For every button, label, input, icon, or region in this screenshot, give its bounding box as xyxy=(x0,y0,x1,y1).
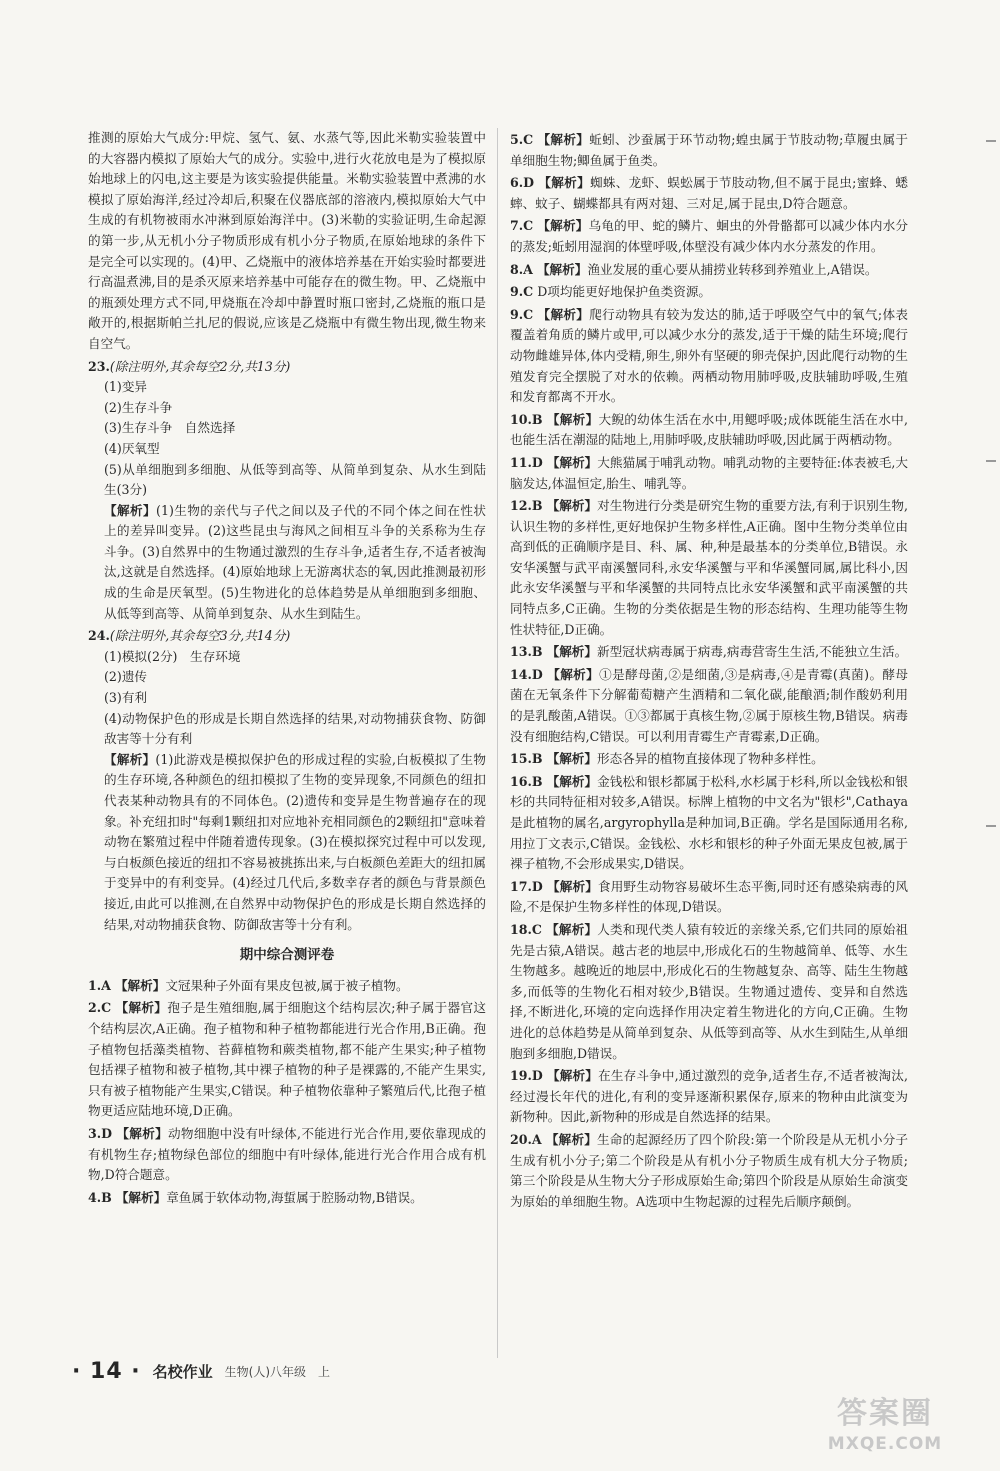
item-number: 19. xyxy=(510,1068,532,1084)
analysis-tag: 【解析】 xyxy=(115,1000,168,1016)
analysis-tag: 【解析】 xyxy=(537,218,589,234)
answer-item xyxy=(510,877,908,918)
item-answer: A xyxy=(531,1131,542,1147)
answer-item xyxy=(88,1188,486,1209)
item-number: 17. xyxy=(510,878,532,894)
answer-line: (4)动物保护色的形成是长期自然选择的结果,对动物捕获食物、防御敌害等十分有利 xyxy=(104,710,486,747)
item-answer: A xyxy=(523,261,533,277)
answer-line: (1)模拟(2分) 生存环境 xyxy=(104,648,241,664)
analysis-tag: 【解析】 xyxy=(546,773,598,789)
analysis-tag: 【解析】 xyxy=(547,666,600,682)
item-text: 孢子是生殖细胞,属于细胞这个结构层次;种子属于器官这个结构层次,A正确。孢子植物和种子植物都能进行光合作用,B正确。孢子植物包括藻类植物、苔藓植物和蕨类植物,都不能产生果实;种子植物包括裸子植物和被子植物,其中裸子植物的种子是裸露的,不能产生果实,只有被子植物能产生果实,C错误。种子植物依靠种子繁殖后代,比孢子植物更适应陆地环境,D正确。 xyxy=(88,1000,486,1119)
item-text: 爬行动物具有较为发达的肺,适于呼吸空气中的氧气;体表覆盖着角质的鳞片或甲,可以减少水分的蒸发,适于干燥的陆生环境;爬行动物雌雄异体,体内受精,卵生,卵外有坚硬的卵壳保护,因此爬行动物的生殖发育完全摆脱了对水的依赖。两栖动物用肺呼吸,皮肤辅助呼吸,生殖和发育都离不开水。 xyxy=(510,306,908,405)
item-number: 14. xyxy=(510,666,532,682)
analysis-tag: 【解析】 xyxy=(114,977,166,993)
answer-line: (3)生存斗争 自然选择 xyxy=(104,420,236,436)
item-text: 蜘蛛、龙虾、蜈蚣属于节肢动物,但不属于昆虫;蜜蜂、蟋蟀、蚊子、蝴蝶都具有两对翅、三对足,属于昆虫,D符合题意。 xyxy=(510,175,909,211)
edge-mark xyxy=(986,825,996,827)
analysis-tag: 【解析】 xyxy=(546,411,599,427)
item-number: 6. xyxy=(510,175,524,191)
item-text: 渔业发展的重心要从捕捞业转移到养殖业上,A错误。 xyxy=(587,261,878,277)
item-text: 在生存斗争中,通过激烈的竞争,适者生存,不适者被淘汰,经过漫长年代的进化,有利的变异逐渐积累保存,原来的物种由此演变为新物种。因此,新物种的形成是自然选择的结果。 xyxy=(510,1068,909,1125)
answer-item xyxy=(88,1124,486,1186)
item-number: 15. xyxy=(510,751,532,767)
answer-item xyxy=(510,496,908,640)
analysis-tag: 【解析】 xyxy=(104,751,156,767)
analysis-tag: 【解析】 xyxy=(546,498,598,514)
item-answer: D xyxy=(531,878,543,894)
item-answer: C xyxy=(523,284,534,300)
answer-item xyxy=(510,1130,908,1212)
item-number: 5. xyxy=(510,132,524,147)
item-answer: B xyxy=(531,773,543,789)
item-text: 文冠果种子外面有果皮包被,属于被子植物。 xyxy=(165,977,409,993)
answer-item xyxy=(88,976,486,997)
item-answer: B xyxy=(531,751,543,767)
question-24-header xyxy=(88,626,486,647)
item-answer: D xyxy=(101,1125,113,1141)
analysis-paragraph xyxy=(88,750,486,935)
item-number: 3. xyxy=(88,1125,102,1141)
item-text: 金钱松和银杉都属于松科,水杉属于杉科,所以金钱松和银杉的共同特征相对较多,A错误。标牌上植物的中文名为"银杉",Cathaya是此植物的属名,argyrophylla是种加词,B正确。学名是国际通用名称,用拉丁文表示,C错误。金钱松、水杉和银杉的种子外面无果皮包被,属于裸子植物,不会形成果实,D错误。 xyxy=(510,773,908,872)
item-answer: C xyxy=(523,218,534,234)
analysis-tag: 【解析】 xyxy=(104,502,157,518)
item-text: 动物细胞中没有叶绿体,不能进行光合作用,要依靠现成的有机物生存;植物绿色部位的细胞中有叶绿体,能进行光合作用合成有机物,D符合题意。 xyxy=(88,1125,486,1183)
answer-line: (2)生存斗争 xyxy=(104,399,173,415)
analysis-tag: 【解析】 xyxy=(546,644,597,660)
edge-mark xyxy=(986,460,996,462)
analysis-tag: 【解析】 xyxy=(547,878,599,894)
edge-mark xyxy=(986,140,996,142)
analysis-tag: 【解析】 xyxy=(536,261,588,277)
analysis-tag: 【解析】 xyxy=(547,1068,599,1084)
answer-line: (2)遗传 xyxy=(104,669,148,685)
analysis-tag: 【解析】 xyxy=(116,1125,169,1141)
item-answer: A xyxy=(101,977,111,993)
item-text: 大鲵的幼体生活在水中,用鳃呼吸;成体既能生活在水中,也能生活在潮湿的陆地上,用肺呼吸,皮肤辅助呼吸,因此属于两栖动物。 xyxy=(510,411,908,448)
answer-item xyxy=(510,305,908,408)
item-number: 18. xyxy=(510,921,532,937)
item-text: 食用野生动物容易破坏生态平衡,同时还有感染病毒的风险,不是保护生物多样性的体现,D错误。 xyxy=(510,878,908,915)
item-text: 人类和现代类人猿有较近的亲缘关系,它们共同的原始祖先是古猿,A错误。越古老的地层中,形成化石的生物越简单、低等、水生生物越多。越晚近的地层中,形成化石的生物越复杂、高等、陆生生物越多,而低等的生物化石相对较少,B错误。生物通过遗传、变异和自然选择,不断进化,环境的定向选择作用决定着生物进化的方向,C正确。生物进化的总体趋势是从简单到复杂、从低等到高等、从水生到陆生,从单细胞到多细胞,D错误。 xyxy=(510,921,908,1061)
item-answer: B xyxy=(101,1189,112,1205)
analysis-tag: 【解析】 xyxy=(545,1131,598,1147)
analysis-tag: 【解析】 xyxy=(546,751,597,767)
analysis-tag: 【解析】 xyxy=(538,175,590,191)
watermark-text-en: MXQE.COM xyxy=(827,1434,943,1454)
answer-item xyxy=(510,410,908,451)
item-answer: B xyxy=(531,644,543,660)
analysis-text: (1)生物的亲代与子代之间以及子代的不同个体之间在性状上的差异叫变异。(2)这些昆虫与海风之间相互斗争的关系称为生存斗争。(3)自然界中的生物通过激烈的生存斗争,适者生存,不适者被淘汰,这就是自然选择。(4)原始地球上无游离状态的氧,因此推测最初形成的生命是厌氧型。(5)生物进化的总体趋势是从单细胞到多细胞、从低等到高等、从简单到复杂、从水生到陆生。 xyxy=(104,502,487,621)
item-number: 2. xyxy=(88,1000,102,1016)
answer-line: (3)有利 xyxy=(104,690,148,706)
item-answer: C xyxy=(523,132,534,147)
item-text: 新型冠状病毒属于病毒,病毒营寄生生活,不能独立生活。 xyxy=(596,644,908,660)
item-text: 形态各异的植物直接体现了物种多样性。 xyxy=(596,751,824,767)
item-number: 7. xyxy=(510,218,524,234)
item-number: 8. xyxy=(510,261,524,277)
question-note: (除注明外,其余每空3分,共14分) xyxy=(109,628,291,644)
item-text: 乌龟的甲、蛇的鳞片、蛔虫的外骨骼都可以减少体内水分的蒸发;蚯蚓用湿润的体壁呼吸,体壁没有减少体内水分蒸发的作用。 xyxy=(510,218,909,254)
answer-item xyxy=(510,216,908,257)
answer-item xyxy=(510,1066,908,1128)
answer-line: (1)变异 xyxy=(104,379,148,395)
watermark-text-cn: 答案圈 xyxy=(837,1396,933,1431)
item-text: ①是酵母菌,②是细菌,③是病毒,④是青霉(真菌)。酵母菌在无氧条件下分解葡萄糖产生酒精和二氧化碳,能酿酒;制作酸奶利用的是乳酸菌,A错误。①③都属于真核生物,②属于原核生物,B错误。病毒没有细胞结构,C错误。可以利用青霉生产青霉素,D正确。 xyxy=(510,666,908,744)
item-answer: B xyxy=(531,411,543,427)
item-answer: C xyxy=(531,921,542,937)
analysis-paragraph xyxy=(88,501,486,625)
page-footer xyxy=(72,1356,330,1386)
column-divider xyxy=(497,128,498,1358)
item-text: 生命的起源经历了四个阶段:第一个阶段是从无机小分子生成有机小分子;第二个阶段是从有机小分子物质生成有机大分子物质;第三个阶段是从生物大分子形成原始生命;第四个阶段是从原始生命演变为原始的单细胞生物。A选项中生物起源的过程先后顺序颠倒。 xyxy=(510,1131,908,1209)
answer-line: (4)厌氧型 xyxy=(104,440,160,456)
answer-item xyxy=(510,130,908,171)
item-number: 16. xyxy=(510,773,532,789)
analysis-tag: 【解析】 xyxy=(537,306,590,322)
answer-item xyxy=(510,772,908,875)
item-number: 20. xyxy=(510,1131,532,1147)
subject-label: 生物(人)八年级 上 xyxy=(224,1364,331,1379)
item-text: D项均能更好地保护鱼类资源。 xyxy=(537,284,712,300)
question-note: (除注明外,其余每空2分,共13分) xyxy=(109,358,291,374)
answer-item xyxy=(510,920,908,1064)
question-23-header xyxy=(88,357,486,378)
answer-item xyxy=(510,749,908,770)
page-number: · 14 · xyxy=(72,1358,141,1384)
item-number: 9. xyxy=(510,284,524,300)
watermark xyxy=(800,1395,970,1463)
item-answer: C xyxy=(101,1000,112,1016)
answer-item xyxy=(510,173,908,214)
analysis-tag: 【解析】 xyxy=(546,921,598,937)
left-answer-list xyxy=(88,976,486,1209)
item-number: 9. xyxy=(510,306,524,322)
answer-item xyxy=(88,998,486,1122)
item-number: 13. xyxy=(510,644,532,660)
item-answer: C xyxy=(523,306,534,322)
item-number: 4. xyxy=(88,1189,102,1205)
item-number: 1. xyxy=(88,977,102,993)
item-number: 10. xyxy=(510,411,532,427)
answer-item xyxy=(510,642,908,663)
question-number: 23. xyxy=(88,358,110,374)
item-number: 12. xyxy=(510,498,532,514)
left-column xyxy=(88,128,486,1208)
intro-paragraph: 推测的原始大气成分:甲烷、氢气、氨、水蒸气等,因此米勒实验装置中的大容器内模拟了原始大气的成分。实验中,进行火花放电是为了模拟原始地球上的闪电,这主要是为该实验提供能量。米勒实验装置中煮沸的水模拟了原始海洋,经过冷却后,积聚在仪器底部的溶液内,模拟原始大气中生成的有机物被雨水冲淋到原始海洋中。(3)米勒的实验证明,生命起源的第一步,从无机小分子物质形成有机小分子物质,在原始地球的条件下是完全可以实现的。(4)甲、乙烧瓶中的液体培养基在开始实验时都要进行高温煮沸,目的是杀灭原来培养基中可能存在的微生物。甲、乙烧瓶中的瓶颈处理方式不同,甲烧瓶在冷却中静置时瓶口密封,乙烧瓶的瓶口是敞开的,根据斯帕兰扎尼的假说,应该是乙烧瓶中有微生物出现,微生物来自空气。 xyxy=(88,130,486,351)
question-number: 24. xyxy=(88,628,110,644)
item-text: 章鱼属于软体动物,海蜇属于腔肠动物,B错误。 xyxy=(166,1189,423,1205)
item-answer: D xyxy=(531,454,543,470)
analysis-tag: 【解析】 xyxy=(546,454,598,470)
answer-line: (5)从单细胞到多细胞、从低等到高等、从简单到复杂、从水生到陆生(3分) xyxy=(104,461,486,498)
brand-name: 名校作业 xyxy=(152,1362,213,1381)
answer-item xyxy=(510,665,908,747)
section-title: 期中综合测评卷 xyxy=(239,947,335,964)
answer-item xyxy=(510,260,908,281)
item-number: 11. xyxy=(510,454,532,470)
item-answer: B xyxy=(531,498,543,514)
item-answer: D xyxy=(523,175,535,191)
item-answer: D xyxy=(531,1068,543,1084)
analysis-text: (1)此游戏是模拟保护色的形成过程的实验,白板模拟了生物的生存环境,各种颜色的纽扣模拟了生物的变异现象,不同颜色的纽扣代表某种动物具有的不同体色。(2)遗传和变异是生物普遍存在的现象。补充纽扣时"每剩1颗纽扣对应地补充相同颜色的2颗纽扣"意味着动物在繁殖过程中伴随着遗传现象。(3)在模拟探究过程中可以发现,与白板颜色接近的纽扣不容易被挑拣出来,与白板颜色差距大的纽扣属于变异中的有利变异。(4)经过几代后,多数幸存者的颜色与背景颜色接近,由此可以推测,在自然界中动物保护色的形成是长期自然选择的结果,对动物捕获食物、防御敌害等十分有利。 xyxy=(104,751,487,932)
answer-item xyxy=(510,282,908,303)
analysis-tag: 【解析】 xyxy=(115,1189,167,1205)
item-answer: D xyxy=(531,666,543,682)
item-text: 对生物进行分类是研究生物的重要方法,有利于识别生物,认识生物的多样性,更好地保护生物多样性,A正确。图中生物分类单位由高到低的正确顺序是目、科、属、种,种是最基本的分类单位,B错误。永安华溪蟹与武平南溪蟹同科,永安华溪蟹与平和华溪蟹同属,属比科小,因此永安华溪蟹与平和华溪蟹的共同特点比永安华溪蟹和武平南溪蟹的共同特点多,C正确。生物的分类依据是生物的形态结构、生理功能等生物性状特征,D正确。 xyxy=(510,498,908,637)
item-text: 大熊猫属于哺乳动物。哺乳动物的主要特征:体表被毛,大脑发达,体温恒定,胎生、哺乳等。 xyxy=(510,454,908,491)
right-column xyxy=(510,128,908,1212)
answer-item xyxy=(510,453,908,494)
item-text: 蚯蚓、沙蚕属于环节动物;蝗虫属于节肢动物;草履虫属于单细胞生物;鲫鱼属于鱼类。 xyxy=(510,132,908,168)
analysis-tag: 【解析】 xyxy=(537,132,590,147)
